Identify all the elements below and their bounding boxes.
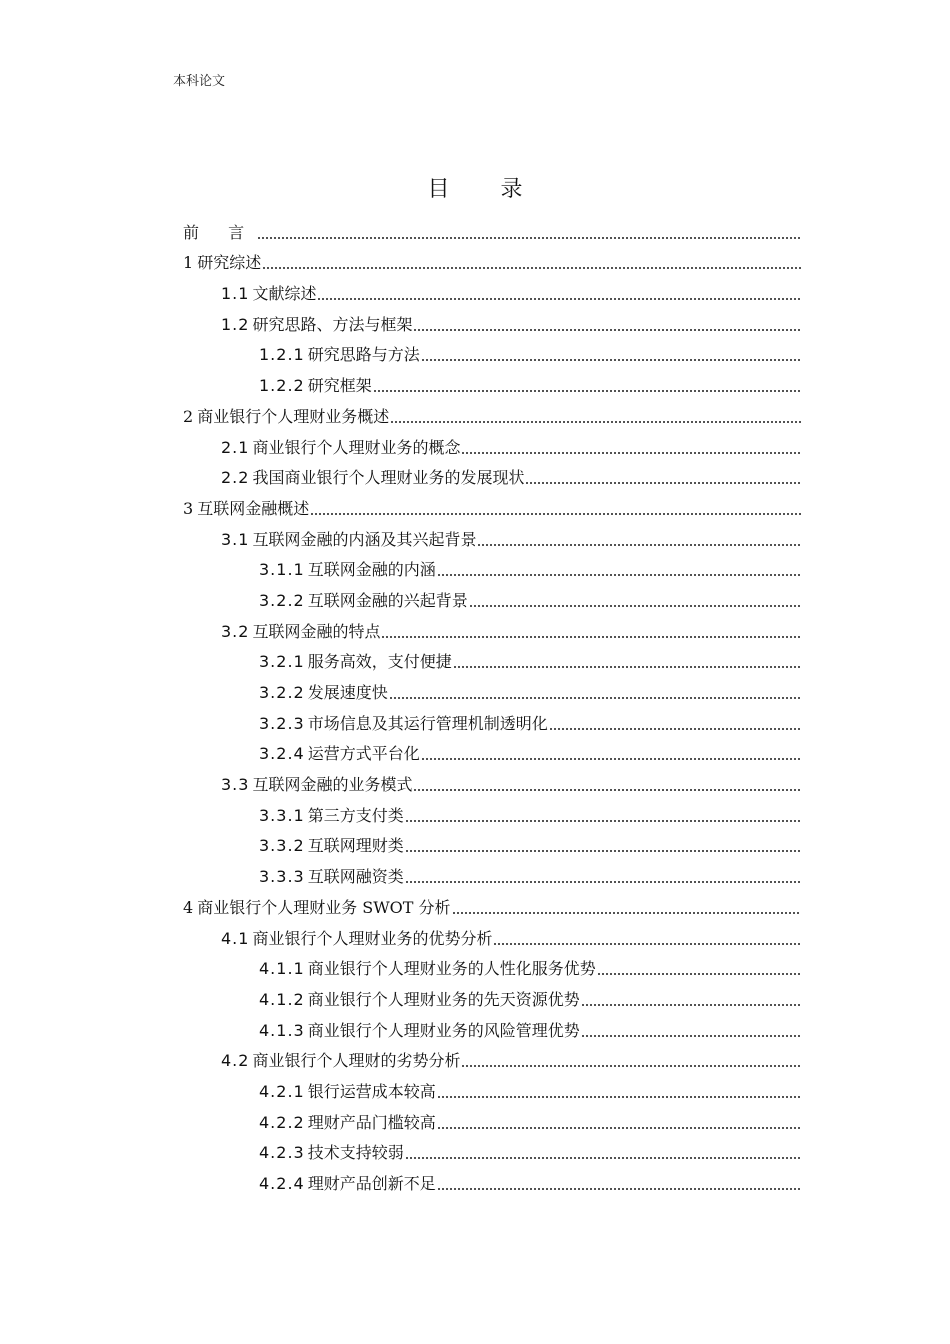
toc-entry[interactable]: [183, 768, 801, 799]
toc-entry[interactable]: [183, 983, 801, 1014]
toc-entry-number: 1.2.2: [259, 376, 305, 396]
toc-entry-title: 发展速度快: [307, 683, 388, 702]
toc-entry-label: [259, 745, 420, 763]
toc-entry-title: 银行运营成本较高: [307, 1081, 436, 1101]
toc-entry[interactable]: [183, 799, 801, 830]
toc-entry-label: [259, 684, 388, 702]
toc-entry-label: [259, 377, 372, 395]
toc-entry-number: 4.1.1: [259, 959, 305, 979]
toc-entry-label: [183, 254, 261, 272]
toc-entry[interactable]: [183, 462, 801, 493]
toc-entry[interactable]: [183, 400, 801, 431]
toc-entry-label: [221, 776, 412, 794]
toc-entry-title: 互联网金融的特点: [252, 621, 381, 641]
toc-entry-number: 4.2: [221, 1051, 250, 1071]
table-of-contents: [183, 216, 801, 1198]
toc-entry-label: [259, 1144, 404, 1162]
toc-title: 目 录: [427, 177, 545, 202]
toc-entry-number: 3.2.2: [259, 683, 305, 702]
toc-entry-label: [183, 899, 451, 917]
toc-entry-number: 3.3: [221, 775, 250, 795]
toc-entry[interactable]: [183, 707, 801, 738]
dot-leader: [390, 412, 801, 424]
toc-entry-label: [221, 531, 476, 549]
toc-entry-label: [259, 991, 580, 1009]
toc-entry-label: [259, 715, 548, 733]
toc-entry-number: 4.1.3: [259, 1020, 305, 1040]
toc-entry[interactable]: [183, 922, 801, 953]
toc-entry-number: 3: [183, 498, 195, 518]
toc-entry-label: [259, 1175, 436, 1193]
toc-entry-label: [259, 1114, 436, 1132]
toc-entry[interactable]: [183, 1045, 801, 1076]
toc-entry-title: 文献综述: [252, 284, 317, 304]
toc-entry-number: 1: [183, 253, 195, 273]
dot-leader: [452, 903, 801, 915]
toc-entry-label: [183, 408, 389, 426]
toc-entry[interactable]: [183, 308, 801, 339]
dot-leader: [549, 719, 801, 731]
dot-leader: [413, 320, 801, 332]
toc-entry-title: 互联网金融的内涵及其兴起背景: [252, 529, 477, 549]
toc-entry[interactable]: [183, 216, 801, 247]
dot-leader: [461, 1056, 801, 1068]
toc-entry[interactable]: [183, 1167, 801, 1198]
dot-leader: [405, 1148, 801, 1160]
toc-entry-label: [183, 224, 256, 242]
toc-entry-label: [259, 868, 404, 886]
toc-entry-title: 服务高效，支付便捷: [307, 652, 452, 672]
dot-leader: [597, 964, 801, 976]
dot-leader: [581, 995, 801, 1007]
dot-leader: [493, 934, 801, 946]
toc-entry[interactable]: [183, 1014, 801, 1045]
dot-leader: [317, 289, 801, 301]
toc-entry-title: 互联网金融概述: [197, 498, 310, 518]
dot-leader: [405, 841, 801, 853]
toc-entry-number: 3.2.4: [259, 744, 305, 764]
toc-entry-label: [221, 316, 412, 334]
dot-leader: [421, 749, 801, 761]
toc-entry-title: 研究框架: [307, 376, 372, 396]
toc-entry-label: [259, 346, 420, 364]
toc-entry-title: 商业银行个人理财业务的人性化服务优势: [307, 959, 596, 979]
toc-entry-title: 商业银行个人理财业务的优势分析: [252, 928, 493, 948]
dot-leader: [381, 627, 801, 639]
toc-entry-number: 2: [183, 406, 195, 426]
toc-entry-title: 理财产品门槛较高: [307, 1112, 436, 1132]
toc-entry[interactable]: [183, 830, 801, 861]
toc-entry-number: 4.1.2: [259, 989, 305, 1009]
toc-entry[interactable]: [183, 1137, 801, 1168]
toc-entry-title: 商业银行个人理财业务概述: [197, 406, 390, 426]
toc-entry-number: 2.1: [221, 437, 250, 457]
toc-entry[interactable]: [183, 738, 801, 769]
toc-entry-number: 3.2.2: [259, 590, 305, 610]
toc-entry-label: [259, 1022, 580, 1040]
toc-entry-label: [221, 439, 460, 457]
dot-leader: [453, 657, 801, 669]
dot-leader: [477, 535, 801, 547]
dot-leader: [437, 1087, 801, 1099]
dot-leader: [437, 1179, 801, 1191]
toc-entry[interactable]: [183, 554, 801, 585]
toc-entry-title: 前 言: [183, 222, 257, 242]
toc-entry-label: [259, 837, 404, 855]
toc-entry-number: 1.2.1: [259, 345, 305, 365]
toc-entry[interactable]: [183, 584, 801, 615]
toc-entry-label: [183, 500, 309, 518]
toc-entry[interactable]: [183, 1075, 801, 1106]
toc-entry-title: 研究思路、方法与框架: [252, 314, 413, 334]
toc-entry-title: 理财产品创新不足: [307, 1174, 436, 1193]
dot-leader: [389, 688, 801, 700]
toc-entry-title: 商业银行个人理财业务的概念: [252, 437, 461, 457]
toc-entry-number: 3.3.2: [259, 836, 305, 856]
toc-entry[interactable]: [183, 1106, 801, 1137]
toc-entry-title: 我国商业银行个人理财业务的发展现状: [252, 468, 525, 488]
dot-leader: [373, 381, 801, 393]
toc-entry-number: 3.2.3: [259, 713, 305, 733]
dot-leader: [257, 228, 801, 240]
toc-entry-label: [259, 1083, 436, 1101]
page-header-label: 本科论文: [173, 74, 226, 89]
toc-entry-number: 4.2.2: [259, 1112, 305, 1132]
toc-entry[interactable]: [183, 339, 801, 370]
dot-leader: [405, 811, 801, 823]
toc-entry-label: [221, 285, 316, 303]
toc-entry-label: [221, 623, 380, 641]
toc-entry-number: 4.2.1: [259, 1081, 305, 1101]
dot-leader: [461, 443, 801, 455]
toc-entry-number: 3.3.3: [259, 867, 305, 887]
toc-entry-title: 第三方支付类: [307, 805, 404, 825]
toc-entry-title: 商业银行个人理财业务的风险管理优势: [307, 1020, 580, 1040]
toc-entry-number: 3.2: [221, 621, 250, 641]
toc-entry-title: 市场信息及其运行管理机制透明化: [307, 713, 548, 733]
toc-entry-title: 研究思路与方法: [307, 345, 420, 365]
dot-leader: [525, 473, 801, 485]
toc-entry-title: 运营方式平台化: [307, 744, 420, 764]
toc-entry-number: 4: [183, 897, 195, 917]
toc-entry[interactable]: [183, 492, 801, 523]
dot-leader: [262, 258, 801, 270]
toc-entry-title: 互联网金融的兴起背景: [307, 590, 468, 610]
toc-entry-title: 互联网金融的内涵: [307, 560, 436, 580]
toc-entry-number: 3.3.1: [259, 805, 305, 825]
toc-entry[interactable]: [183, 615, 801, 646]
dot-leader: [581, 1026, 801, 1038]
toc-entry-title: 研究综述: [197, 253, 262, 273]
toc-entry-title: 商业银行个人理财业务的先天资源优势: [307, 989, 580, 1009]
toc-entry[interactable]: [183, 431, 801, 462]
toc-entry[interactable]: [183, 277, 801, 308]
toc-entry[interactable]: [183, 891, 801, 922]
toc-entry-number: 4.2.3: [259, 1143, 305, 1163]
toc-entry-number: 2.2: [221, 468, 250, 488]
toc-entry-number: 1.2: [221, 314, 250, 334]
toc-entry-label: [259, 592, 468, 610]
toc-entry-number: 3.2.1: [259, 652, 305, 672]
dot-leader: [437, 565, 801, 577]
dot-leader: [310, 504, 801, 516]
toc-entry-label: [259, 653, 452, 671]
toc-entry[interactable]: [183, 953, 801, 984]
toc-entry-title: 商业银行个人理财的劣势分析: [252, 1051, 461, 1071]
toc-entry-number: 3.1.1: [259, 560, 305, 580]
toc-entry-title: 技术支持较弱: [307, 1143, 404, 1163]
toc-entry-title: 互联网理财类: [307, 836, 404, 856]
toc-entry[interactable]: [183, 247, 801, 278]
dot-leader: [421, 350, 801, 362]
toc-entry[interactable]: [183, 369, 801, 400]
dot-leader: [413, 780, 801, 792]
toc-entry[interactable]: [183, 676, 801, 707]
toc-entry-title: 互联网融资类: [307, 867, 404, 887]
toc-entry-number: 4.2.4: [259, 1174, 305, 1193]
toc-entry-number: 3.1: [221, 529, 250, 549]
toc-entry-number: 4.1: [221, 928, 250, 948]
toc-entry-number: 1.1: [221, 284, 250, 304]
toc-entry[interactable]: [183, 646, 801, 677]
toc-entry-title: 互联网金融的业务模式: [252, 775, 413, 795]
toc-entry-label: [259, 960, 596, 978]
toc-entry-title: 商业银行个人理财业务 SWOT 分析: [197, 897, 451, 917]
toc-entry[interactable]: [183, 523, 801, 554]
dot-leader: [405, 872, 801, 884]
toc-entry-label: [259, 807, 404, 825]
toc-entry-label: [221, 469, 524, 487]
dot-leader: [469, 596, 801, 608]
toc-entry-label: [259, 561, 436, 579]
toc-entry[interactable]: [183, 860, 801, 891]
dot-leader: [437, 1118, 801, 1130]
toc-entry-label: [221, 930, 492, 948]
toc-entry-label: [221, 1052, 460, 1070]
